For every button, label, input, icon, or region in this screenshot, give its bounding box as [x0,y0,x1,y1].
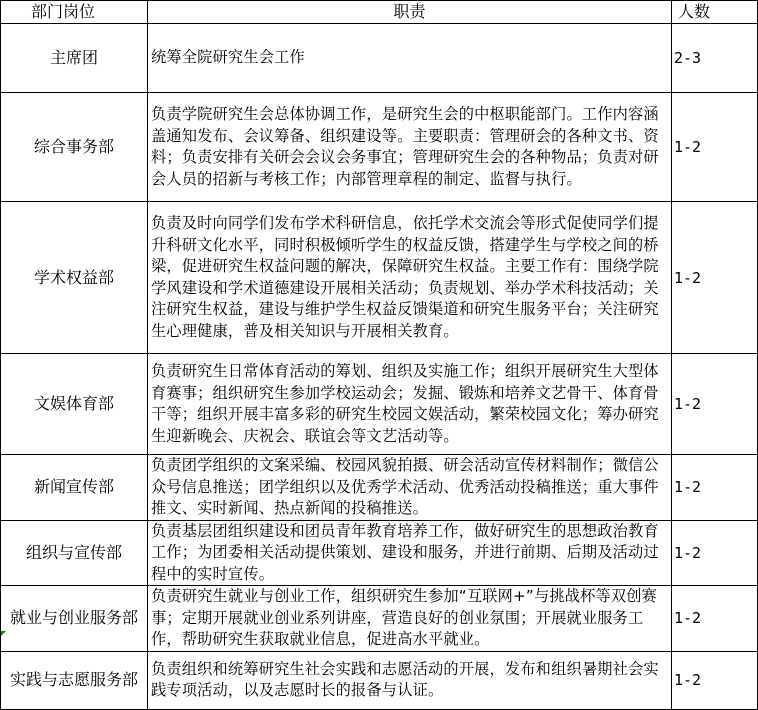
duty-cell[interactable]: 负责团学组织的文案采编、校园风貌拍摄、研会活动宣传材料制作；微信公众号信息推送；团学组织以及优秀学术活动、优秀活动投稿推送；重大事件推文、实时新闻、热点新闻的投稿推送。 [148,455,672,521]
duty-cell[interactable]: 负责研究生就业与创业工作，组织研究生参加“互联网+”与挑战杯等双创赛事；定期开展就业创业系列讲座，营造良好的创业氛围；开展就业服务工作，帮助研究生获取就业信息，促进高水平就业。 [148,586,672,652]
count-cell[interactable]: 1-2 [672,651,758,709]
table-row [1,93,758,202]
dept-cell[interactable]: 主席团 [1,24,148,93]
table-row [1,202,758,354]
table-header-row [1,1,758,24]
dept-cell[interactable]: 学术权益部 [1,202,148,354]
count-cell[interactable]: 2-3 [672,24,758,93]
duty-cell[interactable]: 负责研究生日常体育活动的筹划、组织及实施工作；组织开展研究生大型体育赛事；组织研究生参加学校运动会；发掘、锻炼和培养文艺骨干、体育骨干等；组织开展丰富多彩的研究生校园文娱活动，繁荣校园文化；筹办研究生迎新晚会、庆祝会、联谊会等文艺活动等。 [148,354,672,455]
dept-cell[interactable]: 就业与创业服务部 [1,586,148,652]
dept-cell[interactable]: 组织与宣传部 [1,520,148,586]
count-cell[interactable]: 1-2 [672,93,758,202]
table-row [1,455,758,521]
table-row [1,651,758,709]
duty-cell[interactable]: 负责及时向同学们发布学术科研信息，依托学术交流会等形式促使同学们提升科研文化水平，同时积极倾听学生的权益反馈，搭建学生与学校之间的桥梁，促进研究生权益问题的解决，保障研究生权益。主要工作有：围绕学院学风建设和学术道德建设开展相关活动；负责规划、举办学术科技活动；关注研究生权益，建设与维护学生权益反馈渠道和研究生服务平台；关注研究生心理健康，普及相关知识与开展相关教育。 [148,202,672,354]
cell-comment-indicator [1,631,6,636]
count-cell[interactable]: 1-2 [672,455,758,521]
header-duty[interactable]: 职责 [148,1,672,24]
duty-cell[interactable]: 负责组织和统筹研究生社会实践和志愿活动的开展，发布和组织暑期社会实践专项活动，以及志愿时长的报备与认证。 [148,651,672,709]
table-row [1,520,758,586]
count-cell[interactable]: 1-2 [672,520,758,586]
dept-cell[interactable]: 综合事务部 [1,93,148,202]
count-cell[interactable]: 1-2 [672,354,758,455]
duty-cell[interactable]: 统筹全院研究生会工作 [148,24,672,93]
dept-cell[interactable]: 实践与志愿服务部 [1,651,148,709]
duty-cell[interactable]: 负责基层团组织建设和团员青年教育培养工作，做好研究生的思想政治教育工作；为团委相关活动提供策划、建设和服务，并进行前期、后期及活动过程中的实时宣传。 [148,520,672,586]
dept-cell[interactable]: 文娱体育部 [1,354,148,455]
count-cell[interactable]: 1-2 [672,202,758,354]
count-cell[interactable]: 1-2 [672,586,758,652]
table-row [1,24,758,93]
dept-cell[interactable]: 新闻宣传部 [1,455,148,521]
header-count[interactable]: 人数 [672,1,758,24]
table-row [1,354,758,455]
duty-cell[interactable]: 负责学院研究生会总体协调工作，是研究生会的中枢职能部门。工作内容涵盖通知发布、会议筹备、组织建设等。主要职责：管理研会的各种文书、资料；负责安排有关研会会议会务事宜；管理研究生会的各种物品；负责对研会人员的招新与考核工作；内部管理章程的制定、监督与执行。 [148,93,672,202]
header-dept[interactable]: 部门岗位 [1,1,148,24]
table-row [1,586,758,652]
